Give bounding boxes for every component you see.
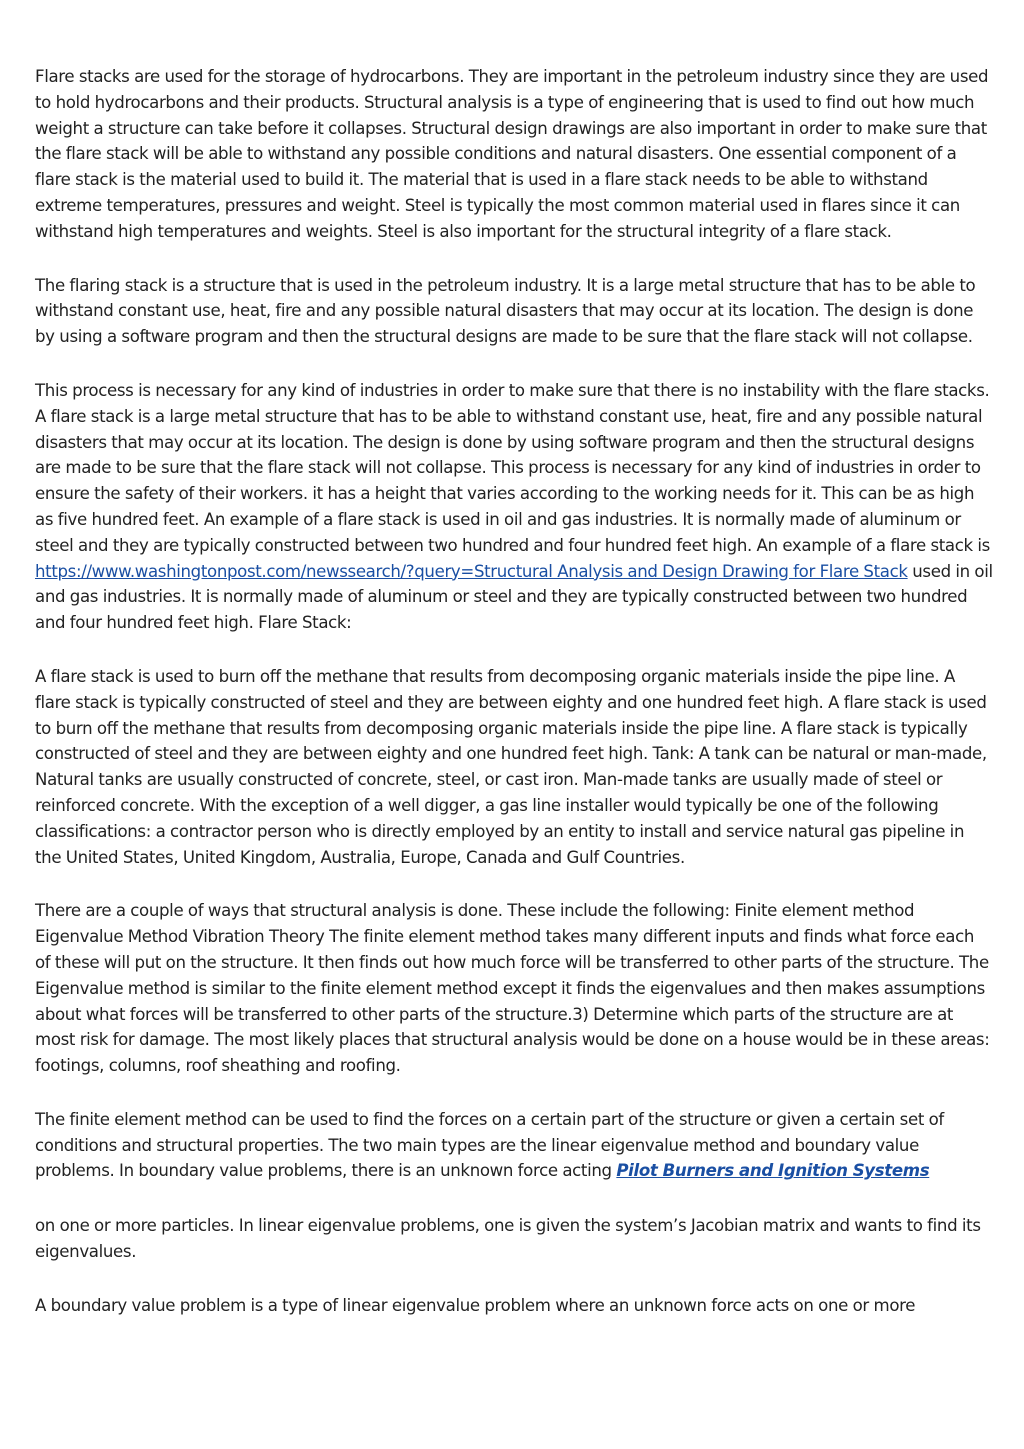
paragraph-text: This process is necessary for any kind of industries in order to make sure that there is no instability with the flare stacks. A flare stack is a large metal structure that has to be able to withstand constant use, heat, fire and any possible natural disasters that may occur at its location. The design is done by using software program and then the structural designs are made to be sure that the flare stack will not collapse. This process is necessary for any kind of industries in order to ensure the safety of their workers. it has a height that varies according to the working needs for it. This can be as high as five hundred feet. An example of a flare stack is used in oil and gas industries. It is normally made of aluminum or steel and they are typically constructed between two hundred and four hundred feet high. An example of a flare stack is [35, 380, 990, 555]
washingtonpost-search-link[interactable]: https://www.washingtonpost.com/newssearch/?query=Structural Analysis and Design Drawing for Flare Stack [35, 561, 908, 581]
paragraph-methane-burn: A flare stack is used to burn off the methane that results from decomposing organic materials inside the pipe line. A flare stack is typically constructed of steel and they are between eighty and one hundred feet high. A flare stack is used to burn off the methane that results from decomposing organic materials inside the pipe line. A flare stack is typically constructed of steel and they are between eighty and one hundred feet high. Tank: A tank can be natural or man-made, Natural tanks are usually constructed of concrete, steel, or cast iron. Man-made tanks are usually made of steel or reinforced concrete. With the exception of a well digger, a gas line installer would typically be one of the following classifications: a contractor person who is directly employed by an entity to install and service natural gas pipeline in the United States, United Kingdom, Australia, Europe, Canada and Gulf Countries. [35, 666, 987, 867]
paragraph-text: used in oil and gas industries. It is normally made of aluminum or steel and they are typically constructed between two hundred and four hundred feet high. Flare Stack: [35, 561, 993, 633]
pilot-burners-link[interactable]: Pilot Burners and Ignition Systems [616, 1161, 930, 1181]
paragraph-flaring-stack: The flaring stack is a structure that is used in the petroleum industry. It is a large metal structure that has to be able to withstand constant use, heat, fire and any possible natural disasters that may occur at its location. The design is done by using a software program and then the structural designs are made to be sure that the flare stack will not collapse. [35, 275, 976, 347]
paragraph-linear-eigenvalue: on one or more particles. In linear eigenvalue problems, one is given the system’s Jacobian matrix and wants to find its eigenvalues. [35, 1216, 981, 1262]
paragraph-structural-analysis-ways: There are a couple of ways that structural analysis is done. These include the following: Finite element method Eigenvalue Method Vibration Theory The finite element method takes many different inputs and finds what force each of these will put on the structure. It then finds out how much force will be transferred to other parts of the structure. The Eigenvalue method is similar to the finite element method except it finds the eigenvalues and then makes assumptions about what forces will be transferred to other parts of the structure.3) Determine which parts of the structure are at most risk for damage. The most likely places that structural analysis would be done on a house would be in these areas: footings, columns, roof sheathing and roofing. [35, 901, 990, 1076]
paragraph-process-necessary [35, 378, 993, 636]
paragraph-text: The finite element method can be used to find the forces on a certain part of the structure or given a certain set of conditions and structural properties. The two main types are the linear eigenvalue method and boundary value problems. In boundary value problems, there is an unknown force acting [35, 1109, 944, 1181]
paragraph-flare-stacks-intro: Flare stacks are used for the storage of hydrocarbons. They are important in the petroleum industry since they are used to hold hydrocarbons and their products. Structural analysis is a type of engineering that is used to find out how much weight a structure can take before it collapses. Structural design drawings are also important in order to make sure that the flare stack will be able to withstand any possible conditions and natural disasters. One essential component of a flare stack is the material used to build it. The material that is used in a flare stack needs to be able to withstand extreme temperatures, pressures and weight. Steel is typically the most common material used in flares since it can withstand high temperatures and weights. Steel is also important for the structural integrity of a flare stack. [35, 67, 989, 241]
document-body [35, 64, 993, 1347]
paragraph-finite-element [35, 1107, 993, 1184]
paragraph-boundary-value: A boundary value problem is a type of linear eigenvalue problem where an unknown force acts on one or more [35, 1295, 916, 1315]
